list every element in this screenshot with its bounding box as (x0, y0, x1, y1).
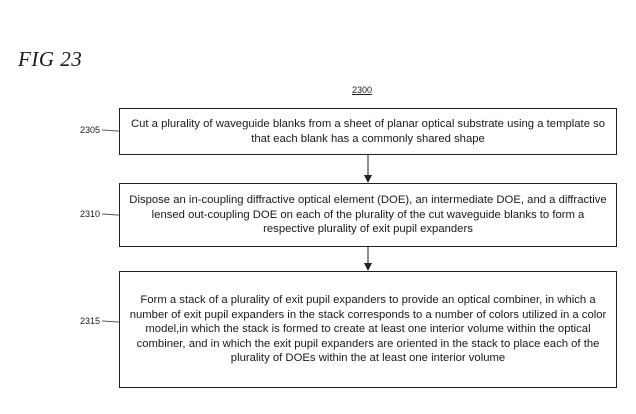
step-box-2305 (119, 108, 617, 155)
step-box-2315 (119, 271, 617, 388)
step-text-2310: Dispose an in-coupling diffractive optical element (DOE), an intermediate DOE, and a diffractive lensed out-coupling DOE on each of the plurality of the cut waveguide blanks to form a respective plurality of exit pupil expanders (129, 194, 607, 236)
leader-line-2305 (102, 130, 119, 131)
step-text-2315: Form a stack of a plurality of exit pupil expanders to provide an optical combiner, in which a number of exit pupil expanders in the stack corresponds to a number of colors utilized in a color model,in which the stack is formed to create at least one interior volume within the optical combiner, and in which the exit pupil expanders are oriented in the stack to place each of the plurality of DOEs within the at least one interior volume (129, 294, 607, 365)
diagram-reference-number: 2300 (352, 85, 373, 95)
step-text-2305: Cut a plurality of waveguide blanks from a sheet of planar optical substrate using a template so that each blank has a commonly shared shape (130, 117, 606, 145)
figure-title: FIG 23 (18, 47, 83, 71)
step-ref-label-2310: 2310 (80, 209, 101, 219)
step-ref-label-2315: 2315 (80, 316, 101, 326)
step-box-2310 (119, 183, 617, 247)
leader-line-2315 (102, 321, 119, 322)
leader-line-2310 (102, 214, 119, 215)
step-ref-label-2305: 2305 (80, 125, 101, 135)
